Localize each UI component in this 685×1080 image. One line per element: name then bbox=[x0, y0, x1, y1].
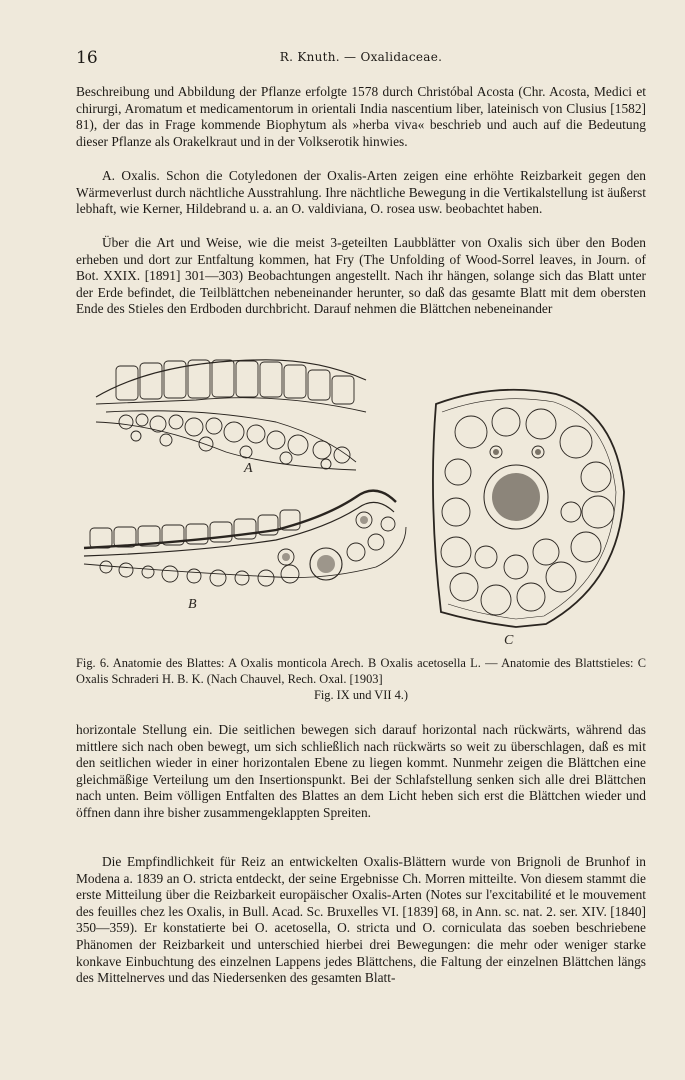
section-c-drawing bbox=[433, 390, 624, 648]
figure-caption bbox=[76, 656, 646, 703]
paragraph-acosta: Beschreibung und Abbildung der Pflanze erfolgte 1578 durch Christóbal Acosta (Chr. Acosta, Medici et chirurgi, Aromatum et medicamentorum in orientali India nascentium liber, lateinisch von Clusius [1582] 81), der das in Frage kommende Biophytum als »herba viva« beschrieb und auch auf die Bedeutung dieser Pflanze als Orakelkraut und in der Volkserotik hinwies. bbox=[76, 84, 646, 149]
paragraph-horizontal-position: horizontale Stellung ein. Die seitlichen bewegen sich darauf horizontal nach rückwärts, während das mittlere sich nach oben bewegt, um sich schließlich nach rückwärts so weit zu überschlagen, daß es mit den seitlichen wieder in einer horizontalen Ebene zu liegen kommt. Nunmehr zeigen die Blättchen eine gleichmäßige Verteilung um den Insertionspunkt. Bei der Schlafstellung senken sich alle drei Blättchen nach unten. Beim völligen Entfalten des Blattes an dem Licht heben sich erst die Blättchen wieder und öffnen dann ihre bisher zusammengeklappten Spreiten. bbox=[76, 722, 646, 820]
label-c: C bbox=[504, 633, 514, 648]
caption-line-1: Fig. 6. Anatomie des Blattes: A Oxalis monticola Arech. B Oxalis acetosella L. — Anatomie des Blattstieles: C Oxalis Schraderi H. B. K. (Nach Chauvel, Rech. Oxal. [1903] bbox=[76, 656, 646, 686]
paragraph-oxalis-cotyledons: A. Oxalis. Schon die Cotyledonen der Oxalis-Arten zeigen eine erhöhte Reizbarkeit gegen den Wärmeverlust durch nächtliche Ausstrahlung. Ihre nächtliche Bewegung in die Vertikalstellung ist äußerst lebhaft, wie Kerner, Hildebrand u. a. an O. valdiviana, O. rosea usw. beobachtet haben. bbox=[76, 168, 646, 217]
page-header bbox=[76, 48, 646, 68]
paragraph-unfolding: Über die Art und Weise, wie die meist 3-geteilten Laubblätter von Oxalis sich über den Boden erheben und dort zur Entfaltung kommen, hat Fry (The Unfolding of Wood-Sorrel leaves, in Journ. of Bot. XXIX. [1891] 301—303) Beobachtungen angestellt. Nach ihr hängen, solange sich das Blatt unter der Erde befindet, die Teilblättchen nebeneinander herunter, so daß das gesamte Blatt mit dem obersten Ende des Stieles den Erdboden durchbricht. Darauf nehmen die Blättchen nebeneinander bbox=[76, 235, 646, 317]
paragraph-sensitivity: Die Empfindlichkeit für Reiz an entwickelten Oxalis-Blättern wurde von Brignoli de Brunhof in Modena a. 1839 an O. stricta entdeckt, der seine Ergebnisse Ch. Morren mitteilte. Von diesem stammt die erste Mitteilung über die Reizbarkeit europäischer Oxalis-Arten (Notes sur l'excitabilité et le mouvement des feuilles chez les Oxalis, in Bull. Acad. Sc. Bruxelles VI. [1839] 68, in Ann. sc. nat. 2. ser. XIV. [1840] 350—359). Er konstatierte bei O. acetosella, O. stricta und O. corniculata das soeben beschriebene Phänomen der Reizbarkeit und unterschied hierbei drei Bewegungen: die mehr oder weniger starke konkave Einbuchtung des einzelnen Lappens jedes Blättchens, die Faltung der einzelnen Blättchen längs des Mittelnerves und das Niedersenken des gesamten Blatt- bbox=[76, 854, 646, 986]
leaf-anatomy-drawing bbox=[76, 352, 646, 652]
section-a-drawing bbox=[96, 360, 366, 476]
section-b-drawing bbox=[84, 491, 406, 612]
label-b: B bbox=[188, 597, 197, 612]
page-number: 16 bbox=[76, 48, 98, 68]
running-head: R. Knuth. — Oxalidaceae. bbox=[279, 50, 443, 64]
label-a: A bbox=[244, 461, 253, 476]
caption-line-2: Fig. IX und VII 4.) bbox=[313, 687, 409, 702]
anatomy-figure bbox=[76, 352, 646, 652]
